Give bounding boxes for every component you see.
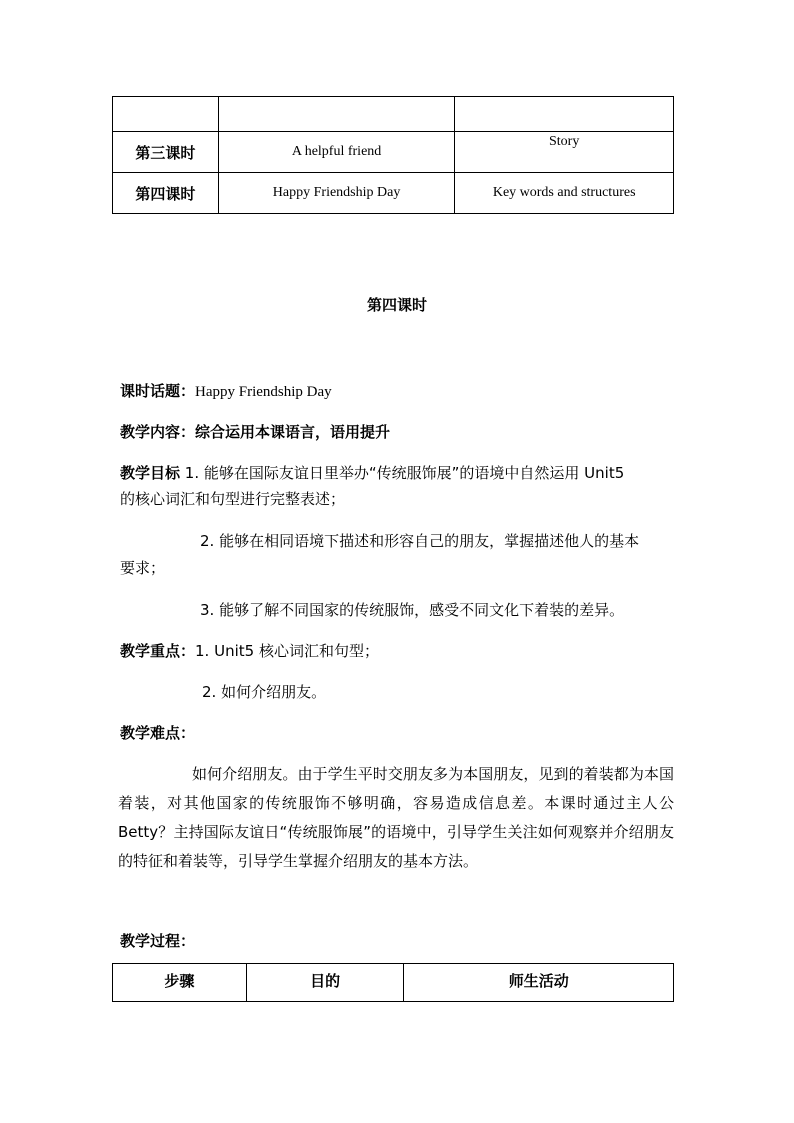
topic-label: 课时话题： — [120, 382, 196, 400]
table-row — [113, 97, 674, 132]
key-point-2: 2. 如何介绍朋友。 — [202, 683, 327, 701]
header-cell-step: 步骤 — [113, 964, 247, 1002]
table-cell — [455, 97, 674, 132]
header-cell-purpose: 目的 — [246, 964, 404, 1002]
lesson-number-cell: 第四课时 — [113, 173, 219, 214]
key-point-1: 1. Unit5 核心词汇和句型； — [195, 642, 379, 660]
lesson-focus-cell: Story — [455, 132, 674, 173]
table-row — [113, 173, 674, 214]
lesson-overview-table — [112, 96, 674, 214]
table-row — [113, 132, 674, 173]
section-title: 第四课时 — [366, 296, 427, 314]
key-points-label: 教学重点： — [120, 642, 196, 660]
objectives-label: 教学目标 — [120, 464, 181, 482]
lesson-title-cell: A helpful friend — [218, 132, 455, 173]
difficulties-paragraph: 如何介绍朋友。由于学生平时交朋友多为本国朋友，见到的着装都为本国着装，对其他国家的传统服饰不够明确，容易造成信息差。本课时通过主人公 Betty？主持国际友谊日“传统服饰展”的语境中，引导学生关注如何观察并介绍朋友的特征和着装等，引导学生掌握介绍朋友的基本方法。 — [118, 765, 674, 870]
content-label: 教学内容： — [120, 423, 196, 441]
lesson-focus-cell: Key words and structures — [455, 173, 674, 214]
process-table — [112, 963, 674, 1002]
lesson-number-cell: 第三课时 — [113, 132, 219, 173]
process-label: 教学过程： — [120, 932, 196, 950]
content-line — [120, 421, 390, 443]
header-cell-activities: 师生活动 — [404, 964, 674, 1002]
objective-1-line-1 — [120, 462, 624, 484]
table-cell — [113, 97, 219, 132]
difficulties-label: 教学难点： — [120, 724, 196, 742]
objective-1-text: 1. 能够在国际友谊日里举办“传统服饰展”的语境中自然运用 Unit5 — [180, 464, 625, 482]
objective-2-line-1: 2. 能够在相同语境下描述和形容自己的朋友，掌握描述他人的基本 — [200, 532, 640, 550]
topic-value: Happy Friendship Day — [195, 384, 332, 400]
content-value: 综合运用本课语言，语用提升 — [195, 423, 391, 441]
key-points-line-1 — [120, 640, 379, 662]
topic-line — [120, 380, 332, 403]
table-header-row — [113, 964, 674, 1002]
lesson-title-cell: Happy Friendship Day — [218, 173, 455, 214]
objective-2-line-2: 要求； — [120, 559, 166, 577]
objective-1-line-2: 的核心词汇和句型进行完整表述； — [120, 490, 346, 508]
table-cell — [218, 97, 455, 132]
objective-3: 3. 能够了解不同国家的传统服饰，感受不同文化下着装的差异。 — [200, 601, 625, 619]
